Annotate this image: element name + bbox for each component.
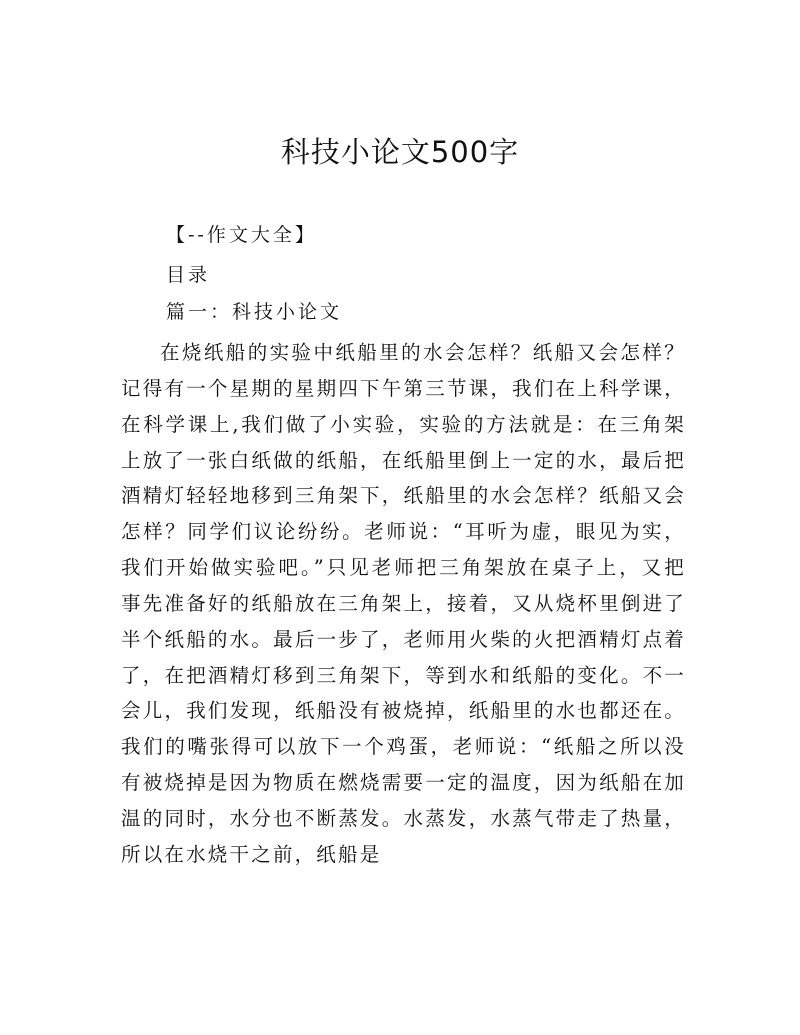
toc-label: 目录 [166,264,211,286]
document-title: 科技小论文500字 [280,135,520,169]
source-tag: 【--作文大全】 [166,224,317,246]
body-paragraph: 在烧纸船的实验中纸船里的水会怎样？纸船又会怎样？记得有一个星期的星期四下午第三节课，我们在上科学课，在科学课上,我们做了小实验，实验的方法就是：在三角架上放了一张白纸做的纸船，在纸船里倒上一定的水，最后把酒精灯轻轻地移到三角架下，纸船里的水会怎样？纸船又会怎样？同学们议论纷纷。老师说：“耳听为虚，眼见为实，我们开始做实验吧。”只见老师把三角架放在桌子上，又把事先准备好的纸船放在三角架上，接着，又从烧杯里倒进了半个纸船的水。最后一步了，老师用火柴的火把酒精灯点着了，在把酒精灯移到三角架下，等到水和纸船的变化。不一会儿，我们发现，纸船没有被烧掉，纸船里的水也都还在。 我们的嘴张得可以放下一个鸡蛋，老师说：“纸船之所以没有被烧掉是因为物质在燃烧需要一定的温度，因为纸船在加温的同时，水分也不断蒸发。水蒸发，水蒸气带走了热量，所以在水烧干之前，纸船是 [121,341,686,866]
section-heading: 篇一：科技小论文 [166,301,343,323]
